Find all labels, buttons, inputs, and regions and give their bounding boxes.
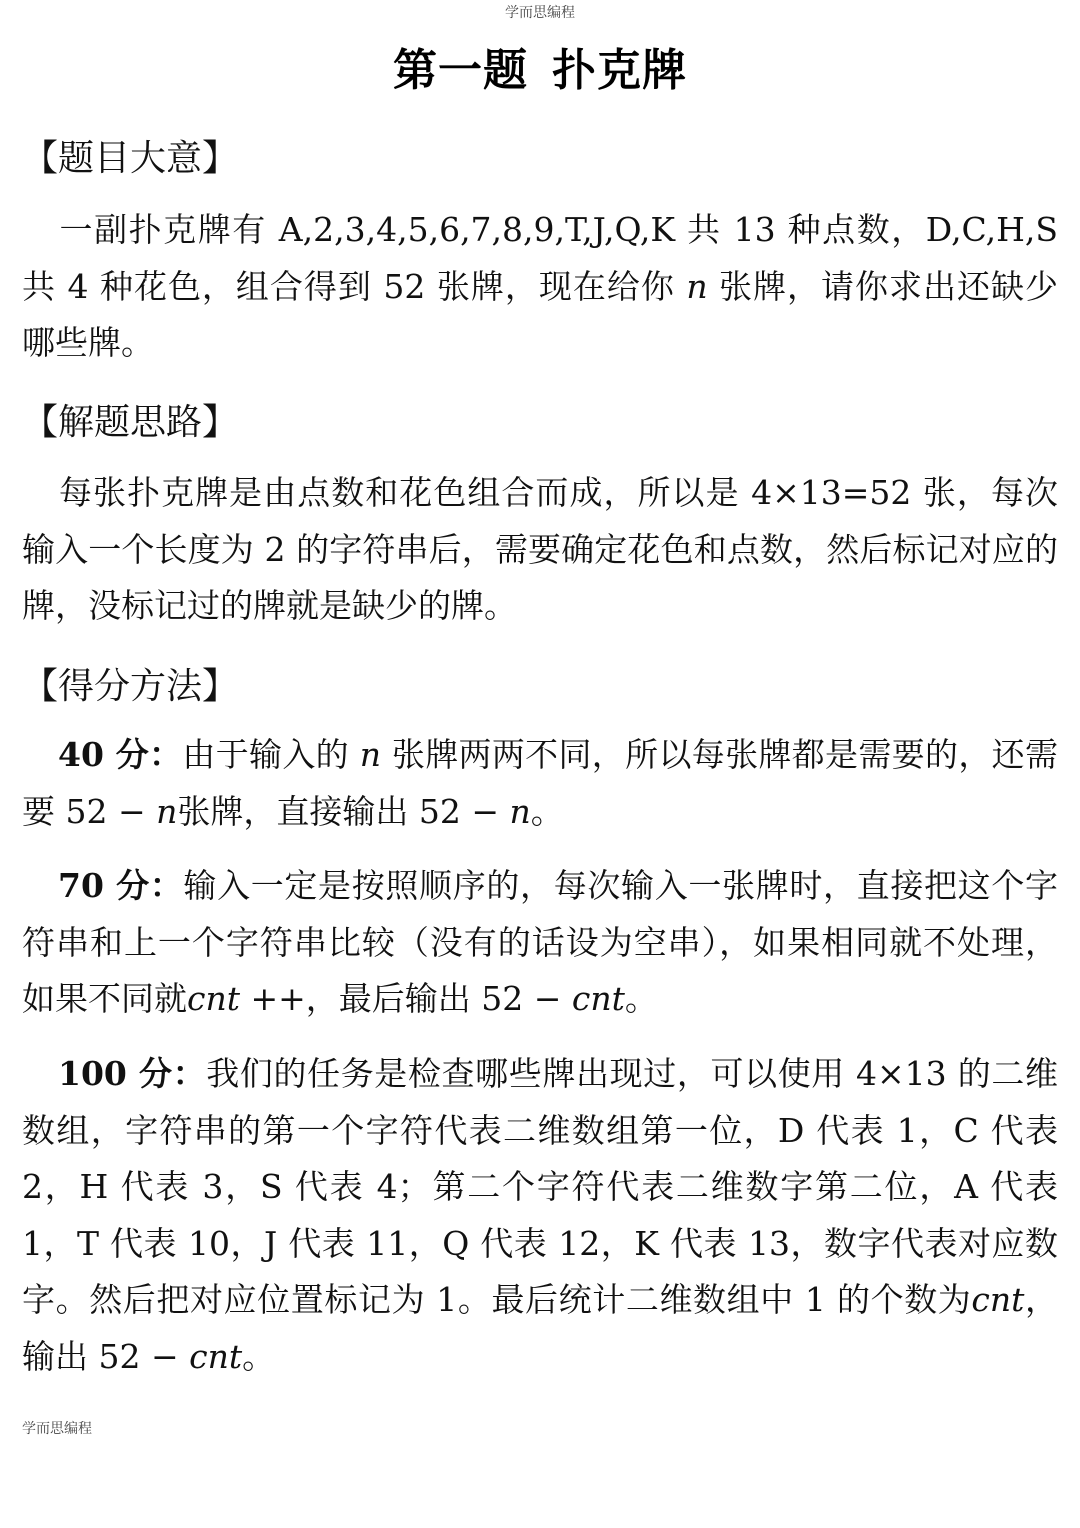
var-n: n <box>686 266 708 306</box>
score100-label: 100 分： <box>58 1054 207 1093</box>
summary-heading: 【题目大意】 <box>22 138 239 179</box>
score40-text-a: 由于输入的 <box>182 735 360 774</box>
score70-text-c: 。 <box>624 979 658 1018</box>
var-n: n <box>156 791 178 831</box>
approach-text: 每张扑克牌是由点数和花色组合而成，所以是 4×13=52 张，每次输入一个长度为 2 的字符串后，需要确定花色和点数，然后标记对应的牌，没标记过的牌就是缺少的牌。 <box>22 473 1058 625</box>
score70-text-a: 输入一定是按照顺序的，每次输入一张牌时，直接把这个字符串和上一个字符串比较（没有的话设为空串），如果相同就不处理，如果不同就 <box>22 866 1058 1018</box>
score40-label: 40 分： <box>58 735 183 774</box>
title-part-1: 第一题 <box>393 45 528 96</box>
score100-paragraph <box>22 1046 1058 1385</box>
var-cnt: cnt <box>571 979 625 1018</box>
var-n: n <box>509 791 531 831</box>
page-title <box>0 34 1080 98</box>
scoring-heading: 【得分方法】 <box>22 666 239 707</box>
var-cnt: cnt <box>187 979 240 1018</box>
score40-paragraph <box>22 727 1058 840</box>
summary-text-a: 一副扑克牌有 A,2,3,4,5,6,7,8,9,T,J,Q,K 共 13 种点数，D,C,H,S 共 4 种花色，组合得到 52 张牌，现在给你 <box>22 210 1058 306</box>
page-header: 学而思编程 <box>505 5 575 21</box>
score70-text-b: ++，最后输出 52 − <box>240 979 572 1018</box>
page-footer: 学而思编程 <box>22 1421 92 1437</box>
summary-paragraph <box>22 202 1058 372</box>
var-cnt: cnt <box>189 1336 243 1376</box>
score100-text-c: 。 <box>242 1336 276 1376</box>
score70-label: 70 分： <box>58 866 184 905</box>
score70-paragraph <box>22 858 1058 1028</box>
score40-text-b: 张牌两两不同，所以每张牌都是需要的，还需要 52 − <box>22 735 1058 831</box>
score100-text-a: 我们的任务是检查哪些牌出现过，可以使用 4×13 的二维数组，字符串的第一个字符代表二维数组第一位，D 代表 1，C 代表 2，H 代表 3，S 代表 4；第二个字符代表二维数字第二位，A 代表 1，T 代表 10，J 代表 11，Q 代表 12，K 代表 13，数字代表对应数字。然后把对应位置标记为 1。最后统计二维数组中 1 的个数为 <box>22 1054 1059 1319</box>
title-part-2: 扑克牌 <box>552 45 687 96</box>
approach-paragraph <box>22 465 1058 635</box>
summary-text-b: 张牌，请你求出还缺少哪些牌。 <box>22 266 1059 362</box>
score40-text-c: 张牌，直接输出 52 − <box>177 791 510 831</box>
score100-text-b: ，输出 52 − <box>22 1280 1059 1376</box>
var-cnt: cnt <box>971 1280 1025 1319</box>
approach-heading: 【解题思路】 <box>22 402 239 443</box>
var-n: n <box>359 735 382 774</box>
score40-text-d: 。 <box>530 791 564 831</box>
